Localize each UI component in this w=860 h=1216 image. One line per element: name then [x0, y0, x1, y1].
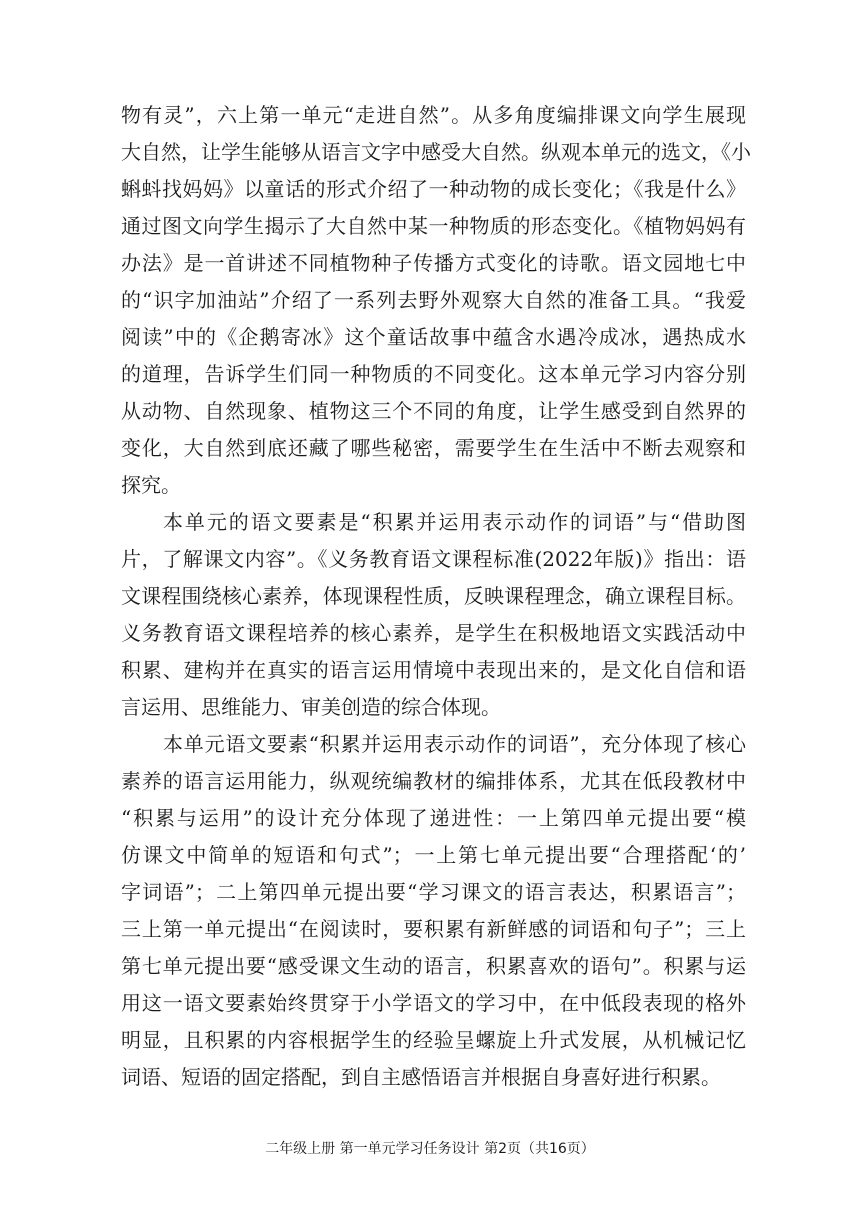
body-text-line: 字词语”；二上第四单元提出要“学习课文的语言表达，积累语言”； — [121, 880, 746, 904]
body-text-line: 物有灵”，六上第一单元“走进自然”。从多角度编排课文向学生展现 — [121, 103, 746, 127]
body-text-line: 探究。 — [121, 473, 181, 497]
body-text-line: 明显，且积累的内容根据学生的经验呈螺旋上升式发展，从机械记忆 — [121, 1028, 746, 1052]
body-text-line: 的“识字加油站”介绍了一系列去野外观察大自然的准备工具。“我爱 — [121, 288, 746, 312]
body-text-line: 从动物、自然现象、植物这三个不同的角度，让学生感受到自然界的 — [121, 399, 746, 423]
body-text-line: 积累、建构并在真实的语言运用情境中表现出来的，是文化自信和语 — [121, 658, 746, 682]
body-text-line: 言运用、思维能力、审美创造的综合体现。 — [121, 695, 501, 719]
paragraph-first-line: 本单元的语文要素是“积累并运用表示动作的词语”与“借助图 — [163, 510, 746, 534]
body-text-line: 蝌蚪找妈妈》以童话的形式介绍了一种动物的成长变化；《我是什么》 — [121, 177, 746, 201]
body-text-line: 片，了解课文内容”。《义务教育语文课程标准(2022年版)》指出：语 — [121, 547, 746, 571]
body-text-line: “积累与运用”的设计充分体现了递进性：一上第四单元提出要“模 — [121, 806, 746, 830]
body-text-line: 仿课文中简单的短语和句式”；一上第七单元提出要“合理搭配‘的’ — [121, 843, 746, 867]
body-text-line: 办法》是一首讲述不同植物种子传播方式变化的诗歌。语文园地七中 — [121, 251, 746, 275]
body-text-line: 变化，大自然到底还藏了哪些秘密，需要学生在生活中不断去观察和 — [121, 436, 746, 460]
body-text-line: 通过图文向学生揭示了大自然中某一种物质的形态变化。《植物妈妈有 — [121, 214, 746, 238]
body-text-line: 大自然，让学生能够从语言文字中感受大自然。纵观本单元的选文，《小 — [121, 140, 751, 164]
body-text-line: 阅读”中的《企鹅寄冰》这个童话故事中蕴含水遇冷成冰，遇热成水 — [121, 325, 746, 349]
body-text-line: 第七单元提出要“感受课文生动的语言，积累喜欢的语句”。积累与运 — [121, 954, 746, 978]
paragraph-first-line: 本单元语文要素“积累并运用表示动作的词语”，充分体现了核心 — [163, 732, 746, 756]
body-text-line: 素养的语言运用能力，纵观统编教材的编排体系，尤其在低段教材中 — [121, 769, 746, 793]
body-text-line: 三上第一单元提出“在阅读时，要积累有新鲜感的词语和句子”；三上 — [121, 917, 746, 941]
body-text-line: 词语、短语的固定搭配，到自主感悟语言并根据自身喜好进行积累。 — [121, 1065, 721, 1089]
body-text-line: 文课程围绕核心素养，体现课程性质，反映课程理念，确立课程目标。 — [121, 584, 746, 608]
body-text-line: 义务教育语文课程培养的核心素养，是学生在积极地语文实践活动中 — [121, 621, 746, 645]
body-text-line: 的道理，告诉学生们同一种物质的不同变化。这本单元学习内容分别 — [121, 362, 746, 386]
page-footer: 二年级上册 第一单元学习任务设计 第2页（共16页） — [265, 1141, 595, 1157]
body-text-line: 用这一语文要素始终贯穿于小学语文的学习中，在中低段表现的格外 — [121, 991, 746, 1015]
